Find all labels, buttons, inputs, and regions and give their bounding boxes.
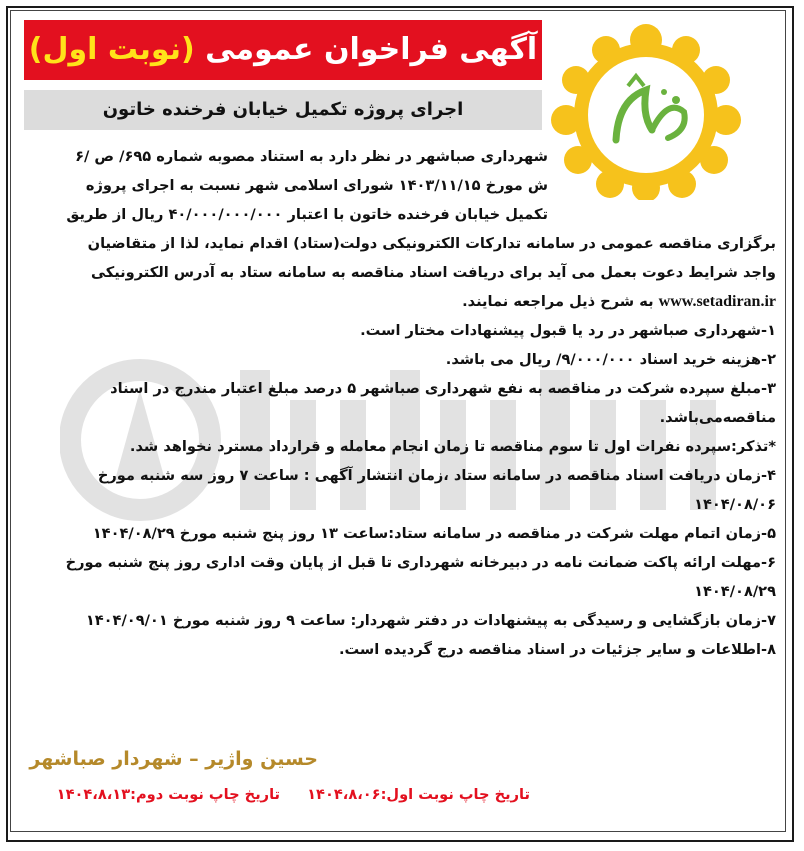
body-line: برگزاری مناقصه عمومی در سامانه تدارکات الکترونیکی دولت(ستاد) اقدام نماید، لذا از متقاضیان xyxy=(87,235,776,252)
intro-paragraph xyxy=(24,142,548,229)
main-body xyxy=(24,229,776,664)
first-print-date: تاریخ چاپ نوبت اول:۱۴۰۴،۸،۰۶ xyxy=(307,786,530,803)
project-subtitle: اجرای پروژه تکمیل خیابان فرخنده خاتون xyxy=(24,90,542,130)
website-suffix: به شرح ذیل مراجعه نمایند. xyxy=(462,293,654,310)
title-main: آگهی فراخوان عمومی xyxy=(205,32,538,67)
title-tag: (نوبت اول) xyxy=(28,32,195,67)
intro-line: ش مورخ ۱۴۰۳/۱۱/۱۵ شورای اسلامی شهر نسبت به اجرای پروژه xyxy=(85,177,548,194)
item-7: ۷-زمان بازگشایی و رسیدگی به پیشنهادات در دفتر شهردار: ساعت ۹ روز شنبه مورخ ۱۴۰۴/۰۹/۰۱ xyxy=(85,612,776,629)
item-2: ۲-هزینه خرید اسناد ۹/۰۰۰/۰۰۰/ ریال می باشد. xyxy=(445,351,776,368)
intro-line: شهرداری صباشهر در نظر دارد به استناد مصوبه شماره ۶۹۵/ ص /۶ xyxy=(75,148,548,165)
print-dates xyxy=(40,786,530,803)
website-link[interactable]: www.setadiran.ir xyxy=(658,293,776,310)
item-6: ۶-مهلت ارائه پاکت ضمانت نامه در دبیرخانه شهرداری تا قبل از پایان وقت اداری روز پنج شنبه مورخ xyxy=(65,554,776,571)
item-6-date: ۱۴۰۴/۰۸/۲۹ xyxy=(694,583,776,600)
item-1: ۱-شهرداری صباشهر در رد یا قبول پیشنهادات مختار است. xyxy=(360,322,776,339)
announcement-title xyxy=(24,20,542,80)
intro-line: تکمیل خیابان فرخنده خاتون با اعتبار ۴۰/۰۰۰/۰۰۰/۰۰۰ ریال از طریق xyxy=(66,206,548,223)
second-print-date: تاریخ چاپ نوبت دوم:۱۴۰۴،۸،۱۳ xyxy=(56,786,281,803)
mayor-signature: حسین واژیر – شهردار صباشهر xyxy=(29,748,318,770)
item-3: ۳-مبلغ سپرده شرکت در مناقصه به نفع شهرداری صباشهر ۵ درصد مبلغ اعتبار مندرج در اسناد xyxy=(110,380,776,397)
item-8: ۸-اطلاعات و سایر جزئیات در اسناد مناقصه درج گردیده است. xyxy=(338,641,776,658)
body-line: واجد شرایط دعوت بعمل می آید برای دریافت اسناد مناقصه به سامانه ستاد به آدرس الکترونیکی xyxy=(90,264,776,281)
item-5: ۵-زمان اتمام مهلت شرکت در مناقصه در سامانه ستاد:ساعت ۱۳ روز پنج شنبه مورخ ۱۴۰۴/۰۸/۲۹ xyxy=(92,525,776,542)
deposit-note: *تذکر:سپرده نفرات اول تا سوم مناقصه تا زمان انجام معامله و قرارداد مسترد نخواهد شد. xyxy=(129,438,776,455)
item-3-cont: مناقصه‌می‌باشد. xyxy=(659,409,776,426)
website-line xyxy=(24,287,776,316)
item-4: ۴-زمان دریافت اسناد مناقصه در سامانه ستاد ،زمان انتشار آگهی : ساعت ۷ روز سه شنبه مورخ xyxy=(97,467,776,484)
sabashahr-municipality-logo xyxy=(548,20,744,200)
item-4-date: ۱۴۰۴/۰۸/۰۶ xyxy=(694,496,776,513)
